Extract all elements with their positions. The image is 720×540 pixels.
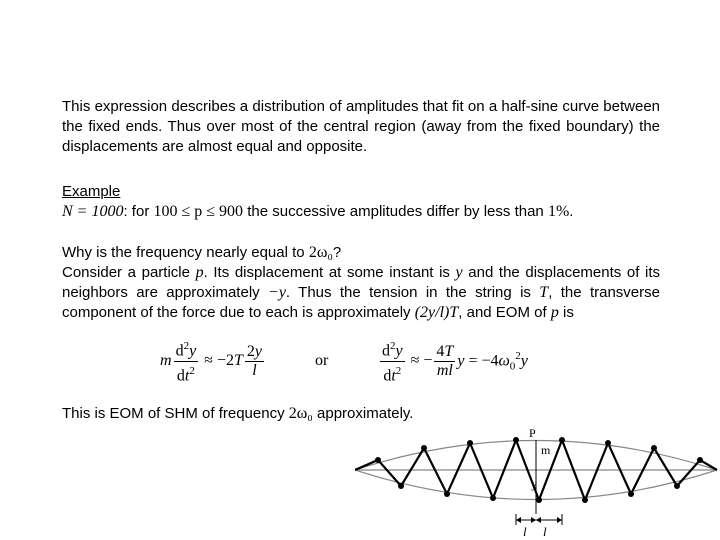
string-oscillation-diagram: [355, 420, 720, 540]
label-y: y: [531, 477, 537, 491]
example-percent: 1%: [547, 203, 570, 220]
label-P: P: [529, 426, 536, 440]
equation-2: $\frac{d^2y}{dt^2}$ ≈ − $\frac{4T}{ml}$ $y = -4\omega_0^2y$: [378, 336, 528, 386]
example-heading: Example: [62, 183, 121, 200]
why-s3: and the displacements of its neighbors are approximately: [62, 264, 661, 301]
equation-1: m $\frac{d^2y}{dt^2}$ ≈ −2T $\frac{2y}{l}$: [160, 336, 266, 386]
equations-row: [0, 336, 720, 386]
why-var-T: T: [539, 284, 549, 301]
conclusion-math: 2ω₀: [288, 405, 313, 422]
conclusion-end: approximately.: [317, 405, 414, 422]
why-var-y: y: [455, 264, 463, 281]
why-var-minus-y: −y: [268, 284, 286, 301]
why-s7: is: [562, 304, 574, 321]
label-l-right: l: [543, 524, 547, 539]
example-condition: N = 1000: [62, 203, 124, 220]
why-s4: . Thus the tension in the string is: [285, 284, 531, 301]
why-question-end: ?: [332, 244, 342, 261]
why-s6: , and EOM of: [458, 304, 547, 321]
why-section: [62, 243, 660, 323]
why-force-expr: (2y/l)T: [414, 304, 459, 321]
example-range: 100 ≤ p ≤ 900: [153, 203, 244, 220]
why-var-p: p: [195, 264, 204, 281]
example-text: the successive amplitudes differ by less than: [247, 203, 544, 220]
why-question: Why is the frequency nearly equal to: [62, 244, 305, 261]
or-label: or: [315, 352, 329, 369]
label-m: m: [541, 443, 551, 457]
example-end: .: [569, 203, 574, 220]
intro-paragraph: This expression describes a distribution of amplitudes that fit on a half-sine curve between the fixed ends. Thus over most of the central region (away from the fixed boundary) the displacements are almost equal and opposite.: [62, 98, 660, 155]
example-for: : for: [123, 203, 150, 220]
why-s5: , the transverse component of the force due to each is approximately: [62, 284, 660, 321]
why-question-math: 2ω₀: [308, 244, 333, 261]
label-l-left: l: [523, 524, 527, 539]
why-s1: Consider a particle: [62, 264, 190, 281]
why-s2: . Its displacement at some instant is: [203, 264, 450, 281]
why-var-p2: p: [550, 304, 559, 321]
conclusion-text: This is EOM of SHM of frequency: [62, 405, 285, 422]
example-section: [62, 182, 660, 222]
